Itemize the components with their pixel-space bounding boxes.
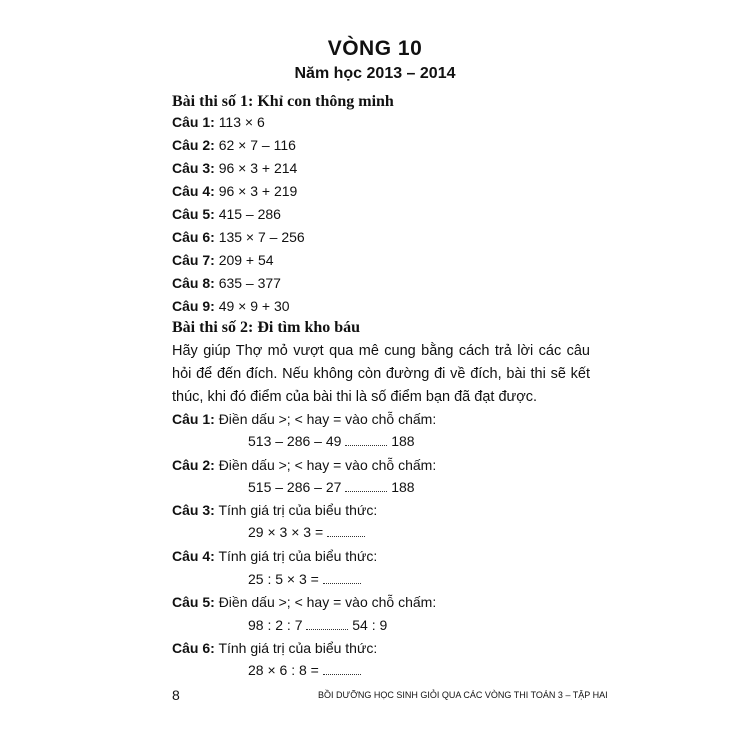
question-label: Câu 2: bbox=[172, 137, 215, 153]
question-prompt: Điền dấu >; < hay = vào chỗ chấm: bbox=[218, 457, 437, 473]
question-expression: 96 × 3 + 214 bbox=[218, 160, 298, 176]
question-prompt: Điền dấu >; < hay = vào chỗ chấm: bbox=[218, 594, 437, 610]
question-label: Câu 6: bbox=[172, 229, 215, 245]
test1-question-1 bbox=[172, 114, 265, 130]
test2-question-1 bbox=[172, 411, 436, 427]
expression-left: 25 : 5 × 3 = bbox=[248, 571, 319, 587]
question-expression: 415 – 286 bbox=[218, 206, 281, 222]
expression-left: 28 × 6 : 8 = bbox=[248, 662, 319, 678]
expression-left: 513 – 286 – 49 bbox=[248, 433, 342, 449]
question-label: Câu 3: bbox=[172, 502, 215, 518]
question-label: Câu 4: bbox=[172, 548, 215, 564]
test1-question-6 bbox=[172, 229, 305, 245]
page-number: 8 bbox=[172, 687, 180, 703]
test1-question-8 bbox=[172, 275, 281, 291]
test2-question-3 bbox=[172, 502, 377, 518]
test2-question-2 bbox=[172, 457, 436, 473]
question-label: Câu 1: bbox=[172, 411, 215, 427]
test1-question-3 bbox=[172, 160, 297, 176]
answer-blank[interactable] bbox=[306, 619, 348, 630]
question-expression: 49 × 9 + 30 bbox=[218, 298, 290, 314]
test1-question-2 bbox=[172, 137, 296, 153]
question-label: Câu 3: bbox=[172, 160, 215, 176]
round-title: VÒNG 10 bbox=[327, 37, 423, 60]
test2-question-2-expression bbox=[248, 479, 415, 495]
expression-right: 188 bbox=[391, 479, 415, 495]
answer-blank[interactable] bbox=[345, 481, 387, 492]
question-label: Câu 2: bbox=[172, 457, 215, 473]
test2-question-6-expression bbox=[248, 662, 361, 678]
test2-title: Bài thi số 2: Đi tìm kho báu bbox=[172, 319, 361, 336]
question-label: Câu 5: bbox=[172, 594, 215, 610]
question-label: Câu 5: bbox=[172, 206, 215, 222]
test2-question-3-expression bbox=[248, 524, 365, 540]
question-label: Câu 9: bbox=[172, 298, 215, 314]
question-expression: 635 – 377 bbox=[218, 275, 281, 291]
question-prompt: Tính giá trị của biểu thức: bbox=[218, 640, 378, 656]
expression-left: 515 – 286 – 27 bbox=[248, 479, 342, 495]
question-label: Câu 8: bbox=[172, 275, 215, 291]
answer-blank[interactable] bbox=[345, 435, 387, 446]
test1-question-4 bbox=[172, 183, 297, 199]
question-label: Câu 1: bbox=[172, 114, 215, 130]
question-expression: 62 × 7 – 116 bbox=[218, 137, 296, 153]
question-expression: 135 × 7 – 256 bbox=[218, 229, 305, 245]
question-label: Câu 6: bbox=[172, 640, 215, 656]
expression-left: 29 × 3 × 3 = bbox=[248, 524, 324, 540]
question-expression: 96 × 3 + 219 bbox=[218, 183, 298, 199]
test2-question-5 bbox=[172, 594, 436, 610]
test2-question-1-expression bbox=[248, 433, 415, 449]
answer-blank[interactable] bbox=[323, 573, 361, 584]
question-prompt: Tính giá trị của biểu thức: bbox=[218, 548, 378, 564]
test1-question-9 bbox=[172, 298, 290, 314]
question-label: Câu 4: bbox=[172, 183, 215, 199]
school-year: Năm học 2013 – 2014 bbox=[294, 65, 456, 82]
test2-question-5-expression bbox=[248, 617, 387, 633]
question-prompt: Điền dấu >; < hay = vào chỗ chấm: bbox=[218, 411, 437, 427]
test1-question-7 bbox=[172, 252, 274, 268]
expression-right: 54 : 9 bbox=[352, 617, 388, 633]
running-footer: BỒI DƯỠNG HỌC SINH GIỎI QUA CÁC VÒNG THI TOÁN 3 – TẬP HAI bbox=[318, 690, 608, 700]
question-expression: 209 + 54 bbox=[218, 252, 274, 268]
expression-left: 98 : 2 : 7 bbox=[248, 617, 303, 633]
answer-blank[interactable] bbox=[323, 664, 361, 675]
expression-right: 188 bbox=[391, 433, 415, 449]
test1-question-5 bbox=[172, 206, 281, 222]
question-label: Câu 7: bbox=[172, 252, 215, 268]
question-expression: 113 × 6 bbox=[218, 114, 265, 130]
test2-question-6 bbox=[172, 640, 377, 656]
test2-intro: Hãy giúp Thợ mỏ vượt qua mê cung bằng cách trả lời các câu hỏi để đến đích. Nếu không còn đường đi về đích, bài thi sẽ kết thúc, khi đó điểm của bài thi là số điểm bạn đã đạt được. bbox=[172, 343, 590, 405]
answer-blank[interactable] bbox=[327, 526, 365, 537]
test2-question-4-expression bbox=[248, 571, 361, 587]
test1-title: Bài thi số 1: Khỉ con thông minh bbox=[172, 93, 394, 110]
question-prompt: Tính giá trị của biểu thức: bbox=[218, 502, 378, 518]
test2-question-4 bbox=[172, 548, 377, 564]
